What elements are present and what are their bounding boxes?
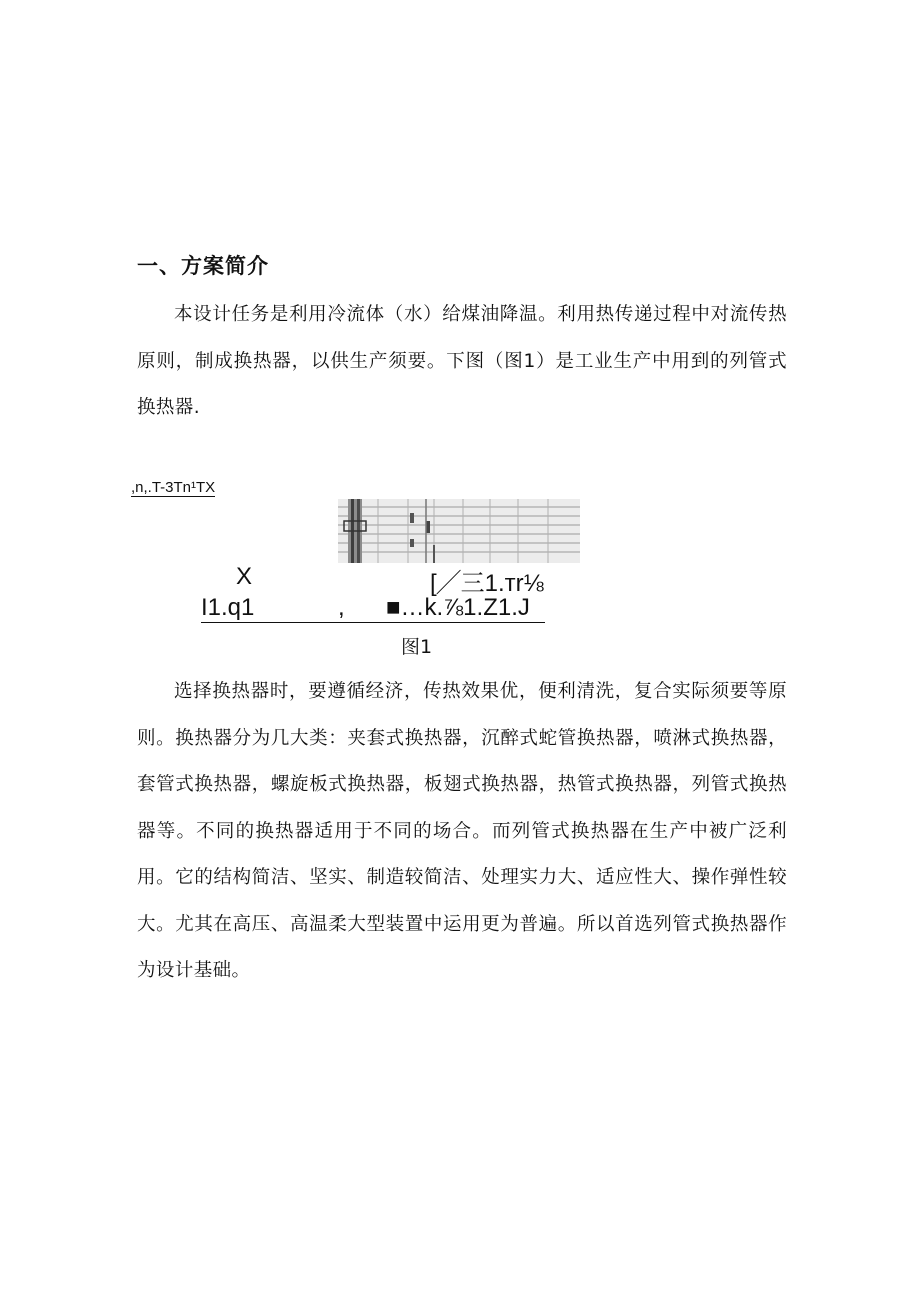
section-heading: 一、方案简介	[137, 254, 269, 278]
figure-label-x: X	[236, 563, 253, 590]
figure-top-caption: ,n,.T-3Tn¹TX	[131, 479, 216, 496]
figure-label-row2-right: ■…k.⅞1.Z1.J	[386, 594, 530, 621]
figure-label-row-2	[201, 594, 545, 623]
figure-number: 图1	[401, 636, 433, 658]
figure-label-row2-left: I1.q1	[201, 594, 255, 621]
body-paragraph: 选择换热器时，要遵循经济，传热效果优，便利清洗，复合实际须要等原则。换热器分为几大类：夹套式换热器，沉醉式蛇管换热器，喷淋式换热器，套管式换热器，螺旋板式换热器，板翅式换热器，热管式换热器，列管式换热器等。不同的换热器适用于不同的场合。而列管式换热器在生产中被广泛利用。它的结构简洁、坚实、制造较简洁、处理实力大、适应性大、操作弹性较大。尤其在高压、高温柔大型装置中运用更为普遍。所以首选列管式换热器作为设计基础。	[137, 681, 787, 981]
heat-exchanger-figure-image	[338, 499, 580, 563]
figure-label-row2-mid: ,	[338, 594, 345, 621]
intro-paragraph: 本设计任务是利用冷流体（水）给煤油降温。利用热传递过程中对流传热原则，制成换热器，以供生产须要。下图（图1）是工业生产中用到的列管式换热器.	[137, 304, 787, 418]
figure-label-right: [╱三1.тr⅛	[430, 570, 544, 597]
